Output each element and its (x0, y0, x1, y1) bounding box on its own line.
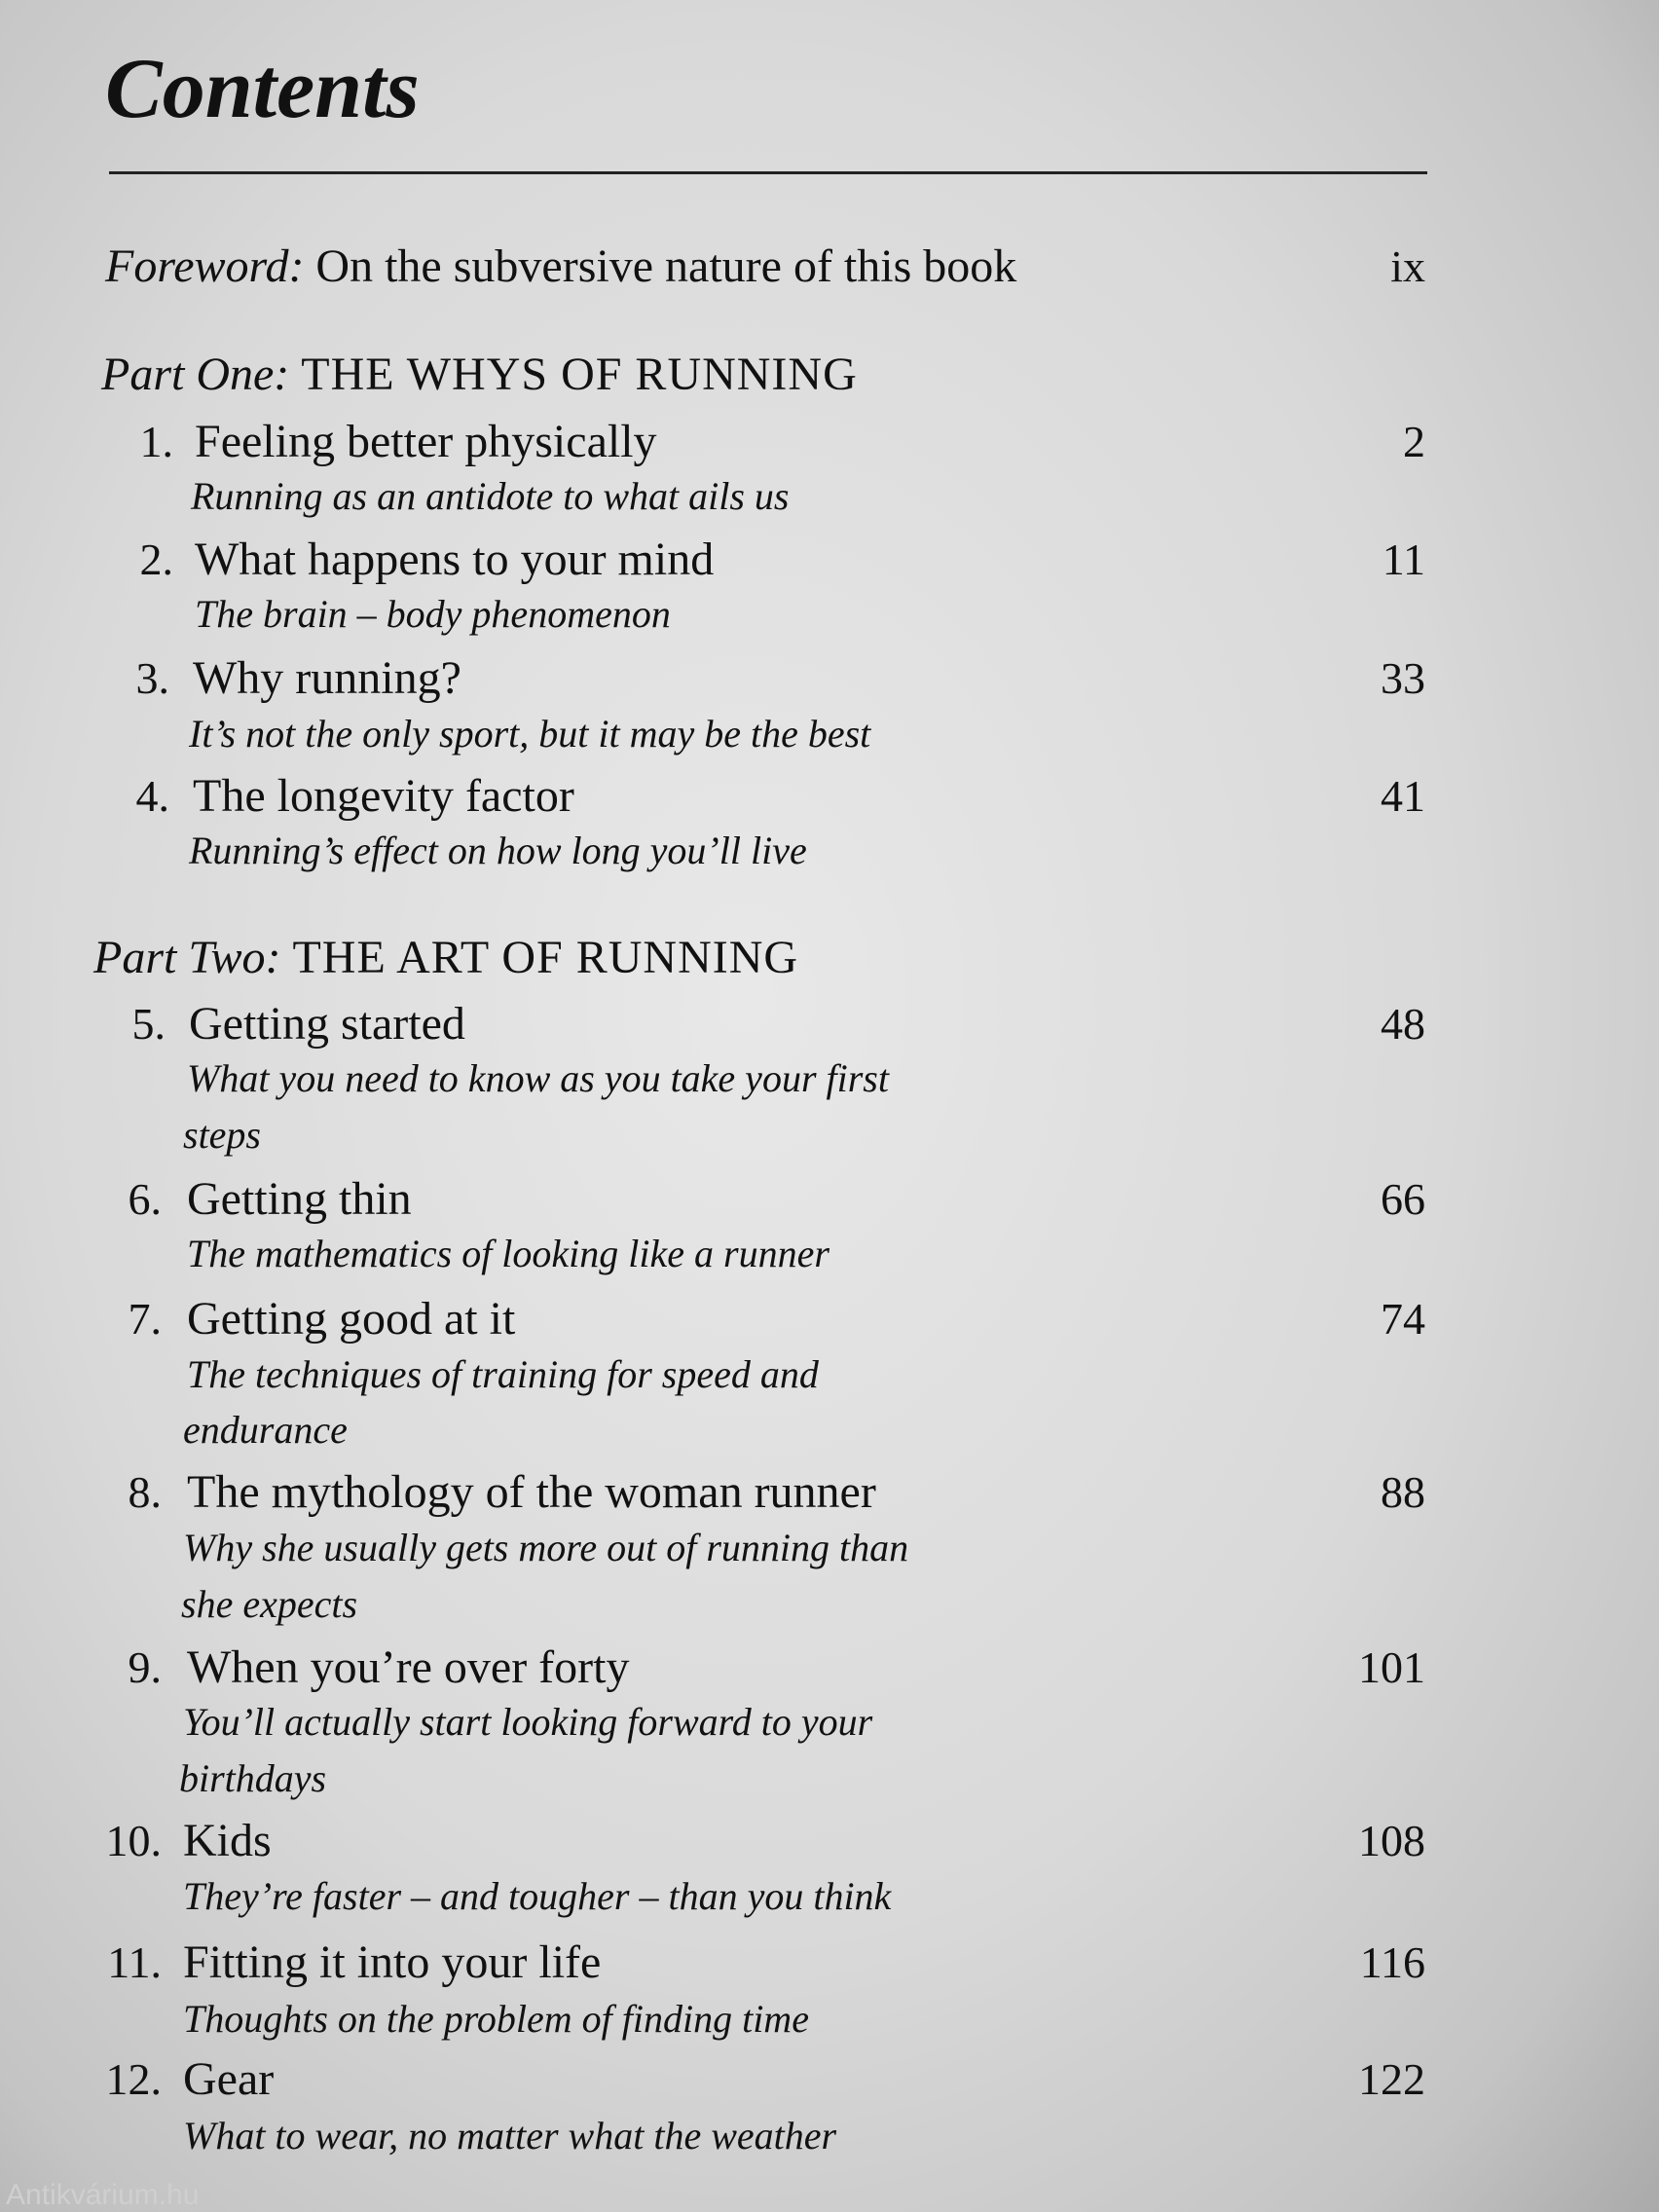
foreword-title: On the subversive nature of this book (315, 240, 1017, 292)
part-one-label: Part One: (101, 349, 290, 400)
chapter-page-number: 41 (1381, 771, 1425, 821)
chapter-entry (0, 1934, 1659, 1992)
foreword-line (105, 238, 1016, 296)
chapter-title: Kids (183, 1815, 272, 1866)
chapter-title: What happens to your mind (195, 534, 715, 585)
part-two-title: THE ART OF RUNNING (292, 932, 799, 983)
chapter-page-number: 116 (1359, 1937, 1425, 1987)
chapter-title: The longevity factor (193, 770, 574, 822)
chapter-subtitle: The techniques of training for speed and (187, 1352, 819, 1396)
chapter-entry (0, 649, 1659, 708)
chapter-subtitle: It’s not the only sport, but it may be the best (189, 712, 871, 756)
chapter-title: When you’re over forty (187, 1641, 630, 1693)
chapter-number: 7. (128, 1294, 162, 1344)
chapter-page-number: 101 (1358, 1642, 1425, 1692)
foreword-page-number: ix (1390, 241, 1425, 291)
chapter-subtitle: Running as an antidote to what ails us (191, 474, 790, 518)
chapter-entry (0, 1290, 1659, 1348)
chapter-title: Getting thin (187, 1173, 412, 1225)
chapter-page-number: 2 (1403, 417, 1425, 466)
page-title: Contents (105, 42, 420, 136)
chapter-number: 3. (135, 653, 169, 703)
chapter-number: 9. (128, 1642, 162, 1692)
chapter-entry (0, 531, 1659, 589)
chapter-title: Fitting it into your life (183, 1936, 602, 1988)
chapter-subtitle: What you need to know as you take your first (187, 1056, 889, 1100)
part-one-line (101, 346, 858, 404)
part-one-title: THE WHYS OF RUNNING (301, 349, 858, 400)
chapter-title: Feeling better physically (195, 416, 657, 467)
chapter-title: Why running? (193, 652, 461, 704)
chapter-title: Getting good at it (187, 1293, 516, 1345)
chapter-subtitle-continued: steps (183, 1113, 261, 1157)
chapter-page-number: 122 (1358, 2054, 1425, 2104)
chapter-subtitle: They’re faster – and tougher – than you think (183, 1874, 892, 1918)
chapter-page-number: 48 (1381, 999, 1425, 1049)
chapter-entry (0, 413, 1659, 471)
chapter-subtitle-continued: birthdays (179, 1756, 327, 1800)
chapter-entry (0, 1463, 1659, 1522)
chapter-entry (0, 995, 1659, 1053)
chapter-title: The mythology of the woman runner (187, 1466, 876, 1518)
part-one-heading (0, 346, 1659, 404)
chapter-number: 4. (135, 771, 169, 821)
chapter-page-number: 11 (1382, 535, 1425, 584)
chapter-entry (0, 767, 1659, 826)
chapter-subtitle-continued: she expects (181, 1582, 358, 1626)
chapter-entry (0, 1812, 1659, 1870)
chapter-entry (0, 1639, 1659, 1697)
chapter-page-number: 74 (1381, 1294, 1425, 1344)
chapter-number: 5. (131, 999, 166, 1049)
chapter-number: 6. (128, 1174, 162, 1224)
chapter-entry (0, 1170, 1659, 1229)
chapter-subtitle: What to wear, no matter what the weather (183, 2114, 837, 2157)
chapter-subtitle: The brain – body phenomenon (195, 592, 671, 636)
chapter-number: 2. (139, 535, 173, 584)
foreword-entry (0, 238, 1659, 296)
chapter-subtitle: Running’s effect on how long you’ll live (189, 829, 807, 872)
part-two-line (93, 929, 798, 987)
title-rule (109, 171, 1427, 174)
chapter-subtitle: You’ll actually start looking forward to your (183, 1700, 873, 1744)
chapter-entry (0, 2050, 1659, 2109)
chapter-subtitle-continued: endurance (183, 1408, 348, 1452)
chapter-subtitle: Why she usually gets more out of running than (183, 1526, 909, 1569)
part-two-heading (0, 929, 1659, 987)
chapter-title: Getting started (189, 998, 465, 1050)
chapter-page-number: 66 (1381, 1174, 1425, 1224)
chapter-number: 1. (139, 417, 173, 466)
chapter-title: Gear (183, 2053, 275, 2105)
chapter-subtitle: Thoughts on the problem of finding time (183, 1997, 809, 2041)
chapter-number: 11. (107, 1937, 162, 1987)
chapter-number: 10. (105, 1816, 162, 1865)
part-two-label: Part Two: (93, 932, 281, 983)
watermark-text: Antikvárium.hu (6, 2179, 200, 2211)
chapter-number: 8. (128, 1467, 162, 1517)
foreword-label: Foreword: (105, 240, 305, 292)
chapter-number: 12. (105, 2054, 162, 2104)
chapter-page-number: 88 (1381, 1467, 1425, 1517)
chapter-subtitle: The mathematics of looking like a runner (187, 1232, 830, 1275)
chapter-page-number: 108 (1358, 1816, 1425, 1865)
chapter-page-number: 33 (1381, 653, 1425, 703)
